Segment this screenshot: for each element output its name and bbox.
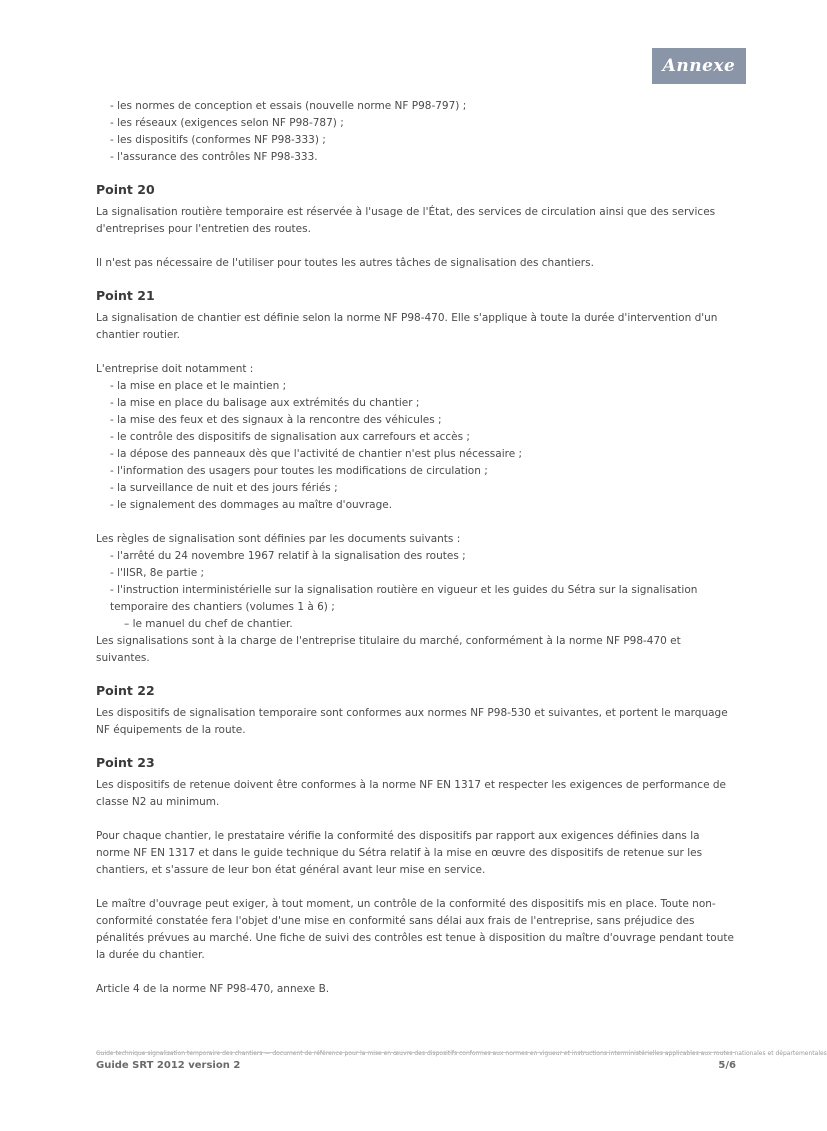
section-heading: Point 20 <box>96 182 155 197</box>
section-point-21 <box>96 286 736 667</box>
references-block <box>96 531 736 633</box>
list-item: - la mise en place et le maintien ; <box>110 380 287 392</box>
list-item: - l'assurance des contrôles NF P98-333. <box>110 151 318 163</box>
list-item: - la mise des feux et des signaux à la rencontre des véhicules ; <box>110 414 442 426</box>
list-item: - les réseaux (exigences selon NF P98-787) ; <box>110 117 344 129</box>
obligations-block <box>96 361 736 514</box>
obligations-list <box>96 378 736 514</box>
section-heading: Point 23 <box>96 755 155 770</box>
section-heading: Point 21 <box>96 288 155 303</box>
paragraph: La signalisation routière temporaire est réservée à l'usage de l'État, des services de circulation ainsi que des services d'entreprises pour l'entretien des routes. <box>96 206 716 235</box>
paragraph: Article 4 de la norme NF P98-470, annexe B. <box>96 983 330 995</box>
list-item: - la mise en place du balisage aux extrémités du chantier ; <box>110 397 420 409</box>
list-item: - l'IISR, 8e partie ; <box>110 567 205 579</box>
paragraph: Les dispositifs de signalisation temporaire sont conformes aux normes NF P98-530 et suivantes, et portent le marquage NF équipements de la route. <box>96 707 728 736</box>
paragraph: Les dispositifs de retenue doivent être conformes à la norme NF EN 1317 et respecter les exigences de performance de classe N2 au minimum. <box>96 779 727 808</box>
annex-badge: Annexe <box>652 48 746 84</box>
section-heading: Point 22 <box>96 683 155 698</box>
footer-fine-print: Guide technique signalisation temporaire des chantiers — document de référence pour la mise en œuvre des dispositifs conformes aux normes en vigueur et instructions interministérielles applicables aux routes nationales et départementales <box>96 1050 827 1057</box>
intro-list <box>96 98 736 166</box>
paragraph: Il n'est pas nécessaire de l'utiliser pour toutes les autres tâches de signalisation des chantiers. <box>96 257 594 269</box>
list-item: - les normes de conception et essais (nouvelle norme NF P98-797) ; <box>110 100 467 112</box>
paragraph: Le maître d'ouvrage peut exiger, à tout moment, un contrôle de la conformité des dispositifs mis en place. Toute non-conformité constatée fera l'objet d'une mise en conformité sans délai aux frais de l'entreprise, sans préjudice des pénalités prévues au marché. Une fiche de suivi des contrôles est tenue à disposition du maître d'ouvrage pendant toute la durée du chantier. <box>96 898 734 961</box>
list-intro: L'entreprise doit notamment : <box>96 363 254 375</box>
list-item: - le contrôle des dispositifs de signalisation aux carrefours et accès ; <box>110 431 470 443</box>
page-number: 5/6 <box>718 1060 736 1071</box>
paragraph: Pour chaque chantier, le prestataire vérifie la conformité des dispositifs par rapport aux exigences définies dans la norme NF EN 1317 et dans le guide technique du Sétra relatif à la mise en œuvre des dispositifs de retenue sur les chantiers, et s'assure de leur bon état général avant leur mise en service. <box>96 830 703 876</box>
section-point-20 <box>96 180 736 272</box>
list-item: - le signalement des dommages au maître d'ouvrage. <box>110 499 393 511</box>
footer-reference: Guide SRT 2012 version 2 <box>96 1060 241 1071</box>
list-item: - la dépose des panneaux dès que l'activité de chantier n'est plus nécessaire ; <box>110 448 523 460</box>
references-list <box>96 548 736 633</box>
list-subitem: – le manuel du chef de chantier. <box>124 618 293 630</box>
list-item: - les dispositifs (conformes NF P98-333) ; <box>110 134 326 146</box>
list-item: - l'arrêté du 24 novembre 1967 relatif à la signalisation des routes ; <box>110 550 466 562</box>
document-body <box>96 98 736 998</box>
footer-divider <box>96 1052 736 1053</box>
section-point-22 <box>96 681 736 739</box>
section-point-23 <box>96 753 736 998</box>
paragraph: Les signalisations sont à la charge de l'entreprise titulaire du marché, conformément à la norme NF P98-470 et suivantes. <box>96 635 681 664</box>
list-item: - l'information des usagers pour toutes les modifications de circulation ; <box>110 465 488 477</box>
list-item: - l'instruction interministérielle sur la signalisation routière en vigueur et les guides du Sétra sur la signalisation temporaire des chantiers (volumes 1 à 6) ; <box>110 584 698 613</box>
list-item: - la surveillance de nuit et des jours fériés ; <box>110 482 338 494</box>
paragraph: La signalisation de chantier est définie selon la norme NF P98-470. Elle s'applique à toute la durée d'intervention d'un chantier routier. <box>96 312 718 341</box>
list-intro: Les règles de signalisation sont définies par les documents suivants : <box>96 533 461 545</box>
